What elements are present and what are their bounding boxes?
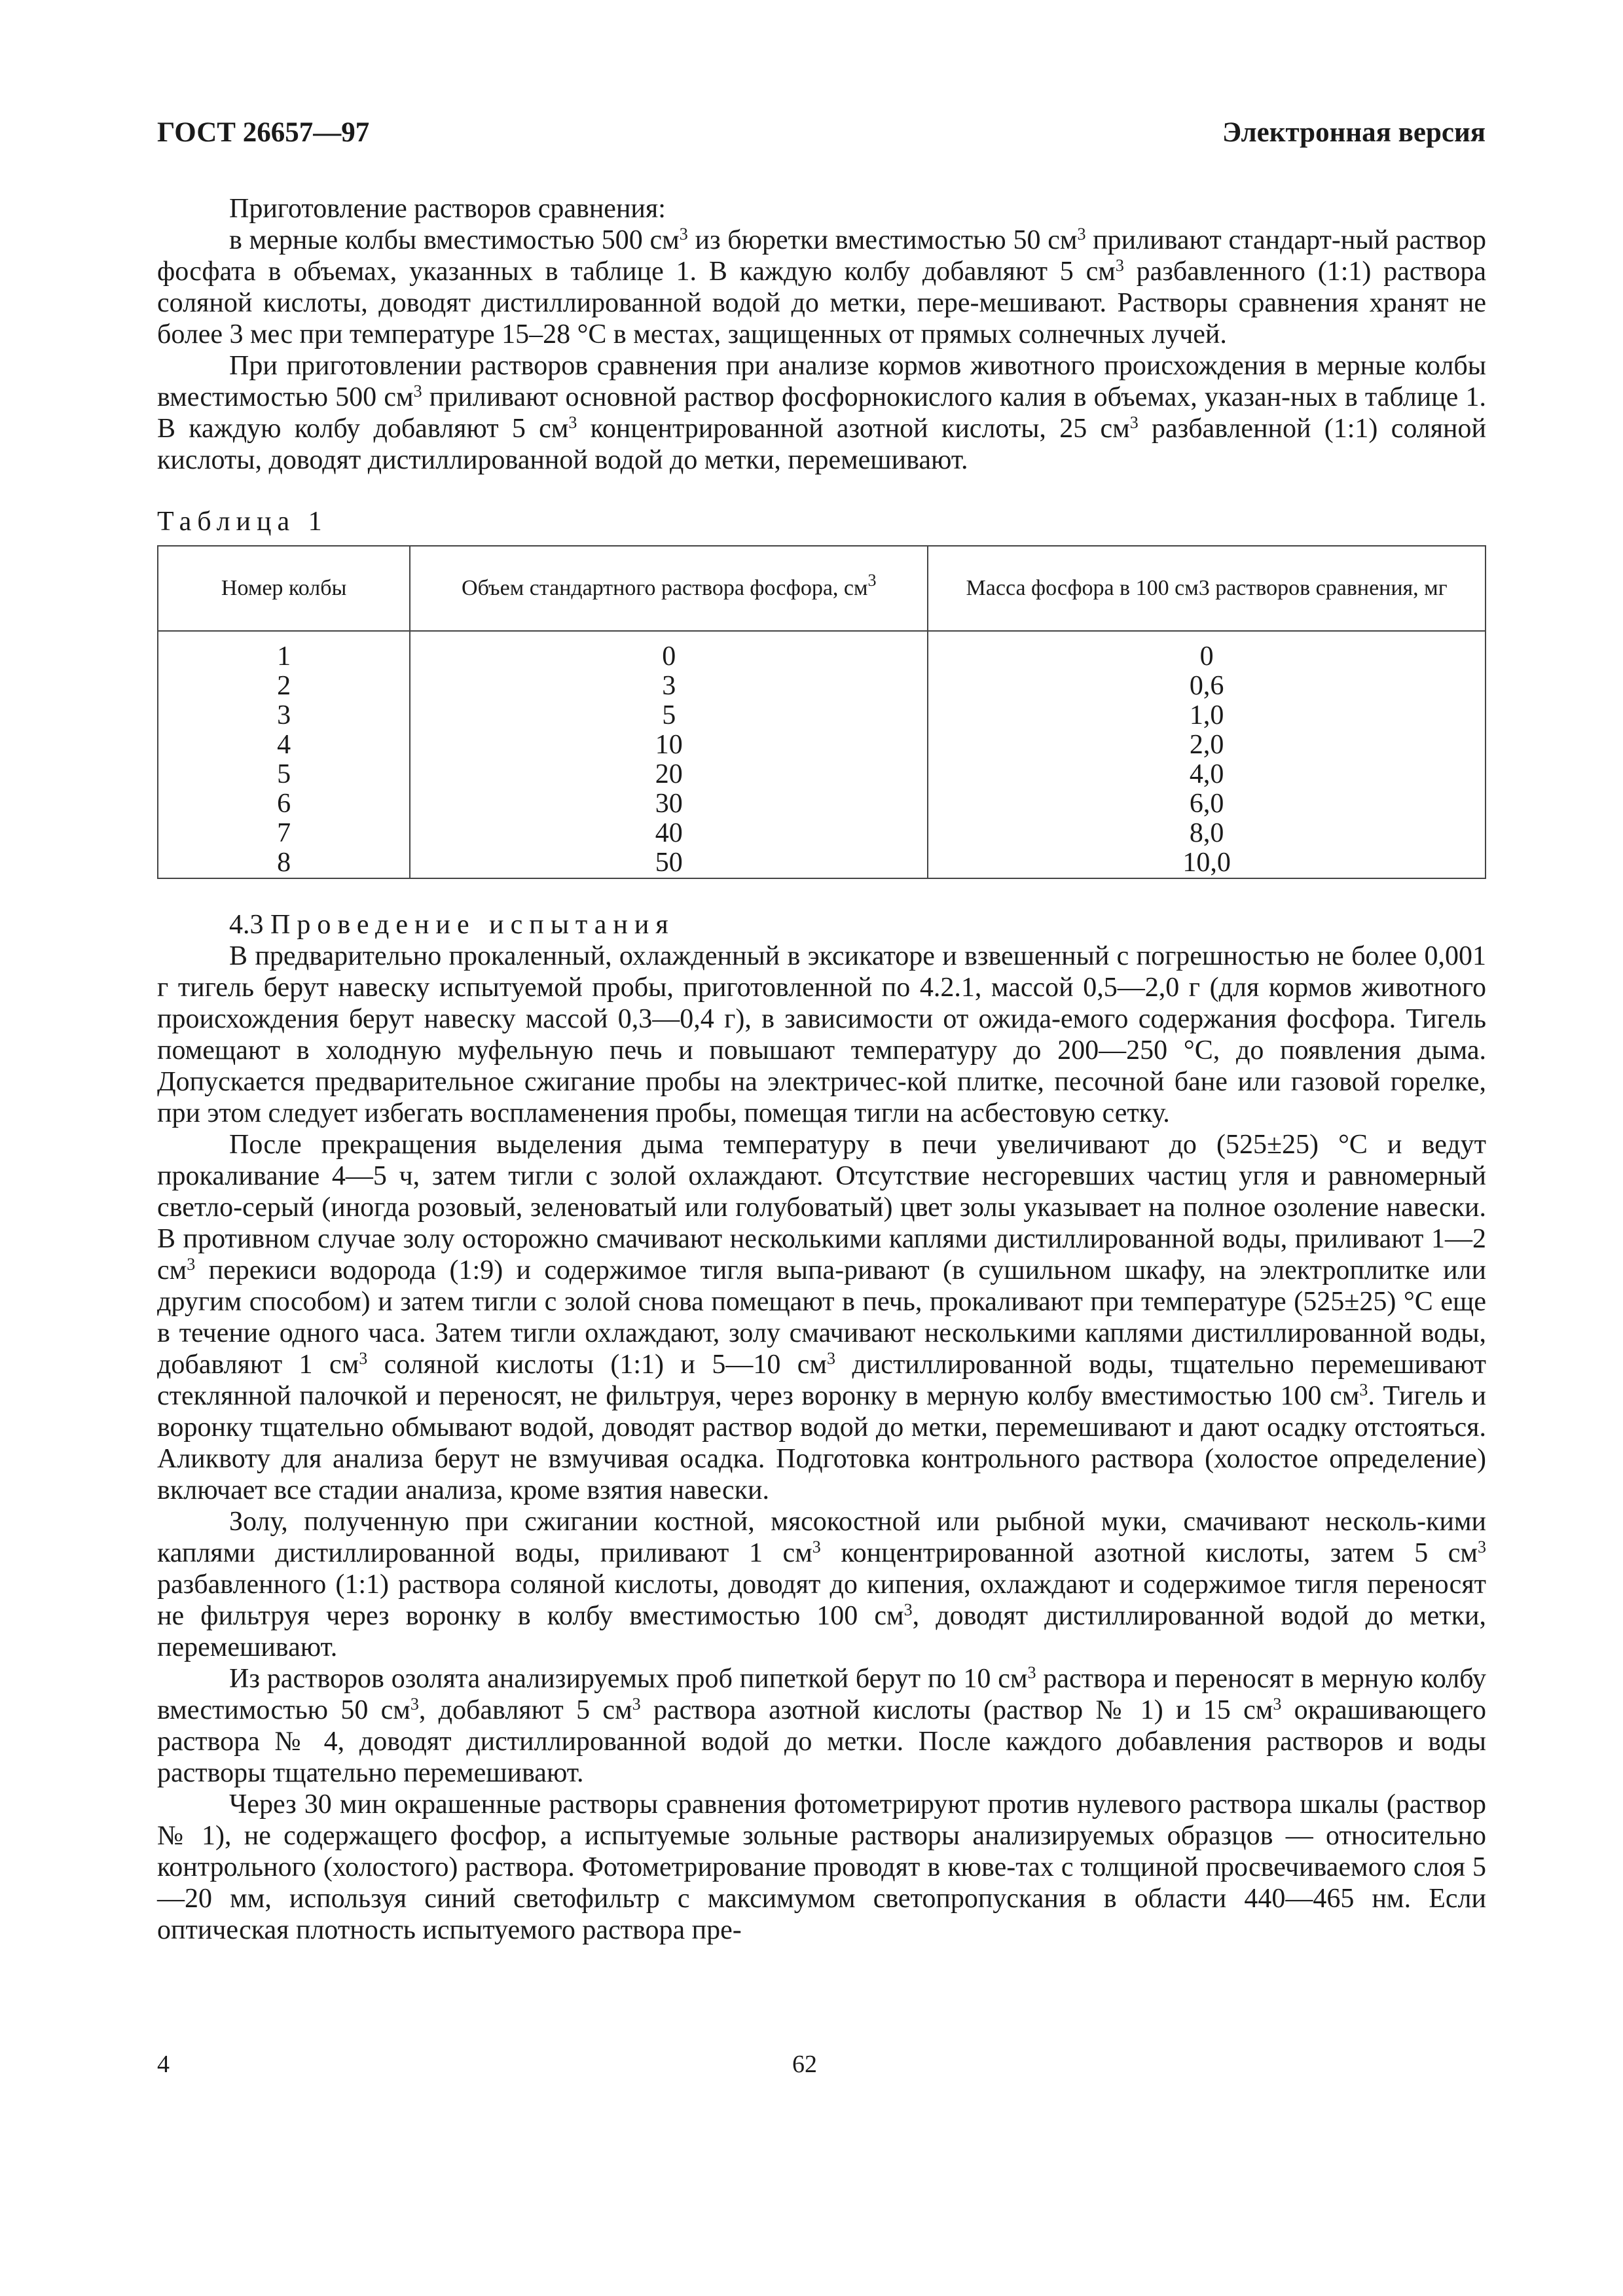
table-cell: 4,0 [1189,759,1224,789]
table-cell: 10,0 [1182,848,1231,878]
table-cell: 3 [662,671,676,701]
table-cell: 2,0 [1189,730,1224,760]
document-code: ГОСТ 26657—97 [157,117,370,148]
table-body-row [158,631,1486,878]
section-paragraph-3: Золу, полученную при сжигании костной, мясокостной или рыбной муки, смачивают несколь-кими каплями дистиллированной воды, приливают 1 $см^3$ концентрированной азотной кислоты, затем 5 $см^3$ разбавленного (1:1) раствора соляной кислоты, доводят до кипения, охлаждают и содержимое тигля переносят не фильтруя через воронку в колбу вместимостью 100 $см^3$, доводят дистиллированной водой до метки, перемешивают. [157,1507,1487,1662]
mass-column [928,631,1486,878]
table-cell: 3 [277,700,291,730]
page-number-center: 62 [792,2051,817,2078]
flask-number-column [158,631,410,878]
table-cell: 0 [662,641,676,672]
table-cell: 5 [277,759,291,789]
column-header: Объем стандартного раствора фосфора, $см^3$ [410,546,928,631]
table-cell: 20 [655,759,683,789]
table-cell: 1,0 [1189,700,1224,730]
column-header: Номер колбы [158,546,410,631]
table-cell: 8 [277,848,291,878]
table-cell: 7 [277,818,291,848]
section-paragraph-5: Через 30 мин окрашенные растворы сравнения фотометрируют против нулевого раствора шкалы (раствор № 1), не содержащего фосфор, а испытуемые зольные растворы анализируемых образцов — относительно контрольного (холостого) раствора. Фотометрирование проводят в кюве-тах с толщиной просвечиваемого слоя 5—20 мм, используя синий светофильтр с максимумом светопропускания в области 440—465 нм. Если оптическая плотность испытуемого раствора пре- [157,1789,1486,1945]
table-cell: 5 [662,700,676,730]
table-caption: Таблица 1 [157,507,328,537]
version-label: Электронная версия [1222,117,1486,148]
intro-paragraph-2: При приготовлении растворов сравнения при анализе кормов животного происхождения в мерные колбы вместимостью 500 $см^3$ приливают основной раствор фосфорнокислого калия в объемах, указан-ных в таблице 1. В каждую колбу добавляют 5 $см^3$ концентрированной азотной кислоты, 25 $см^3$ разбавленной (1:1) соляной кислоты, доводят дистиллированной водой до метки, перемешивают. [157,351,1487,475]
section-number: 4.3 [229,910,264,940]
section-title: Проведение испытания [270,910,675,940]
section-heading [157,909,1486,941]
table-cell: 10 [655,730,683,760]
table-cell: 8,0 [1189,818,1224,848]
table-cell: 40 [655,818,683,848]
table-cell: 0,6 [1189,671,1224,701]
volume-column [410,631,928,878]
section-paragraph-4: Из растворов озолята анализируемых проб пипеткой берут по 10 $см^3$ раствора и переносят в мерную колбу вместимостью 50 $см^3$, добавляют 5 $см^3$ раствора азотной кислоты (раствор № 1) и 15 $см^3$ окрашивающего раствора № 4, доводят дистиллированной водой до метки. После каждого добавления растворов и воды растворы тщательно перемешивают. [157,1663,1487,1788]
intro-heading: Приготовление растворов сравнения: [229,194,666,224]
table-cell: 30 [655,789,683,819]
table-cell: 0 [1199,641,1214,672]
page-number-left: 4 [157,2051,170,2078]
table-cell: 6,0 [1189,789,1224,819]
data-table [157,545,1486,879]
table-cell: 4 [277,730,291,760]
intro-paragraph-1: в мерные колбы вместимостью 500 $см^3$ из бюретки вместимостью 50 $см^3$ приливают стандарт-ный раствор фосфата в объемах, указанных в таблице 1. В каждую колбу добавляют 5 $см^3$ разбавленного (1:1) раствора соляной кислоты, доводят дистиллированной водой до метки, пере-мешивают. Растворы сравнения хранят не более 3 мес при температуре 15–28 °С в местах, защищенных от прямых солнечных лучей. [157,224,1486,350]
table-header-row [158,546,1486,631]
page-content [157,193,1486,1946]
table-cell: 1 [277,641,291,672]
section-paragraph-2: После прекращения выделения дыма температуру в печи увеличивают до (525±25) °С и ведут прокаливание 4—5 ч, затем тигли с золой охлаждают. Отсутствие несгоревших частиц угля и равномерный светло-серый (иногда розовый, зеленоватый или голубоватый) цвет золы указывает на полное озоление навески. В противном случае золу осторожно смачивают несколькими каплями дистиллированной воды, приливают 1—2 $см^3$ перекиси водорода (1:9) и содержимое тигля выпа-ривают (в сушильном шкафу, на электроплитке или другим способом) и затем тигли с золой снова помещают в печь, прокаливают при температуре (525±25) °С еще в течение одного часа. Затем тигли охлаждают, золу смачивают несколькими каплями дистиллированной воды, добавляют 1 $см^3$ соляной кислоты (1:1) и 5—10 $см^3$ дистиллированной воды, тщательно перемешивают стеклянной палочкой и переносят, не фильтруя, через воронку в мерную колбу вместимостью 100 $см^3$. Тигель и воронку тщательно обмывают водой, доводят раствор водой до метки, перемешивают и дают осадку отстояться. Аликвоту для анализа берут не взмучивая осадка. Подготовка контрольного раствора (холостое определение) включает все стадии анализа, кроме взятия навески. [157,1130,1486,1505]
section-paragraph-1: В предварительно прокаленный, охлажденный в эксикаторе и взвешенный с погрешностью не более 0,001 г тигель берут навеску испытуемой пробы, приготовленной по 4.2.1, массой 0,5—2,0 г (для кормов животного происхождения берут навеску массой 0,3—0,4 г), в зависимости от ожида-емого содержания фосфора. Тигель помещают в холодную муфельную печь и повышают температуру до 200—250 °С, до появления дыма. Допускается предварительное сжигание пробы на электричес-кой плитке, песочной бане или газовой горелке, при этом следует избегать воспламенения пробы, помещая тигли на асбестовую сетку. [157,941,1486,1128]
table-cell: 50 [655,848,683,878]
table-cell: 2 [277,671,291,701]
table-cell: 6 [277,789,291,819]
column-header: Масса фосфора в 100 см3 растворов сравнения, мг [928,546,1486,631]
